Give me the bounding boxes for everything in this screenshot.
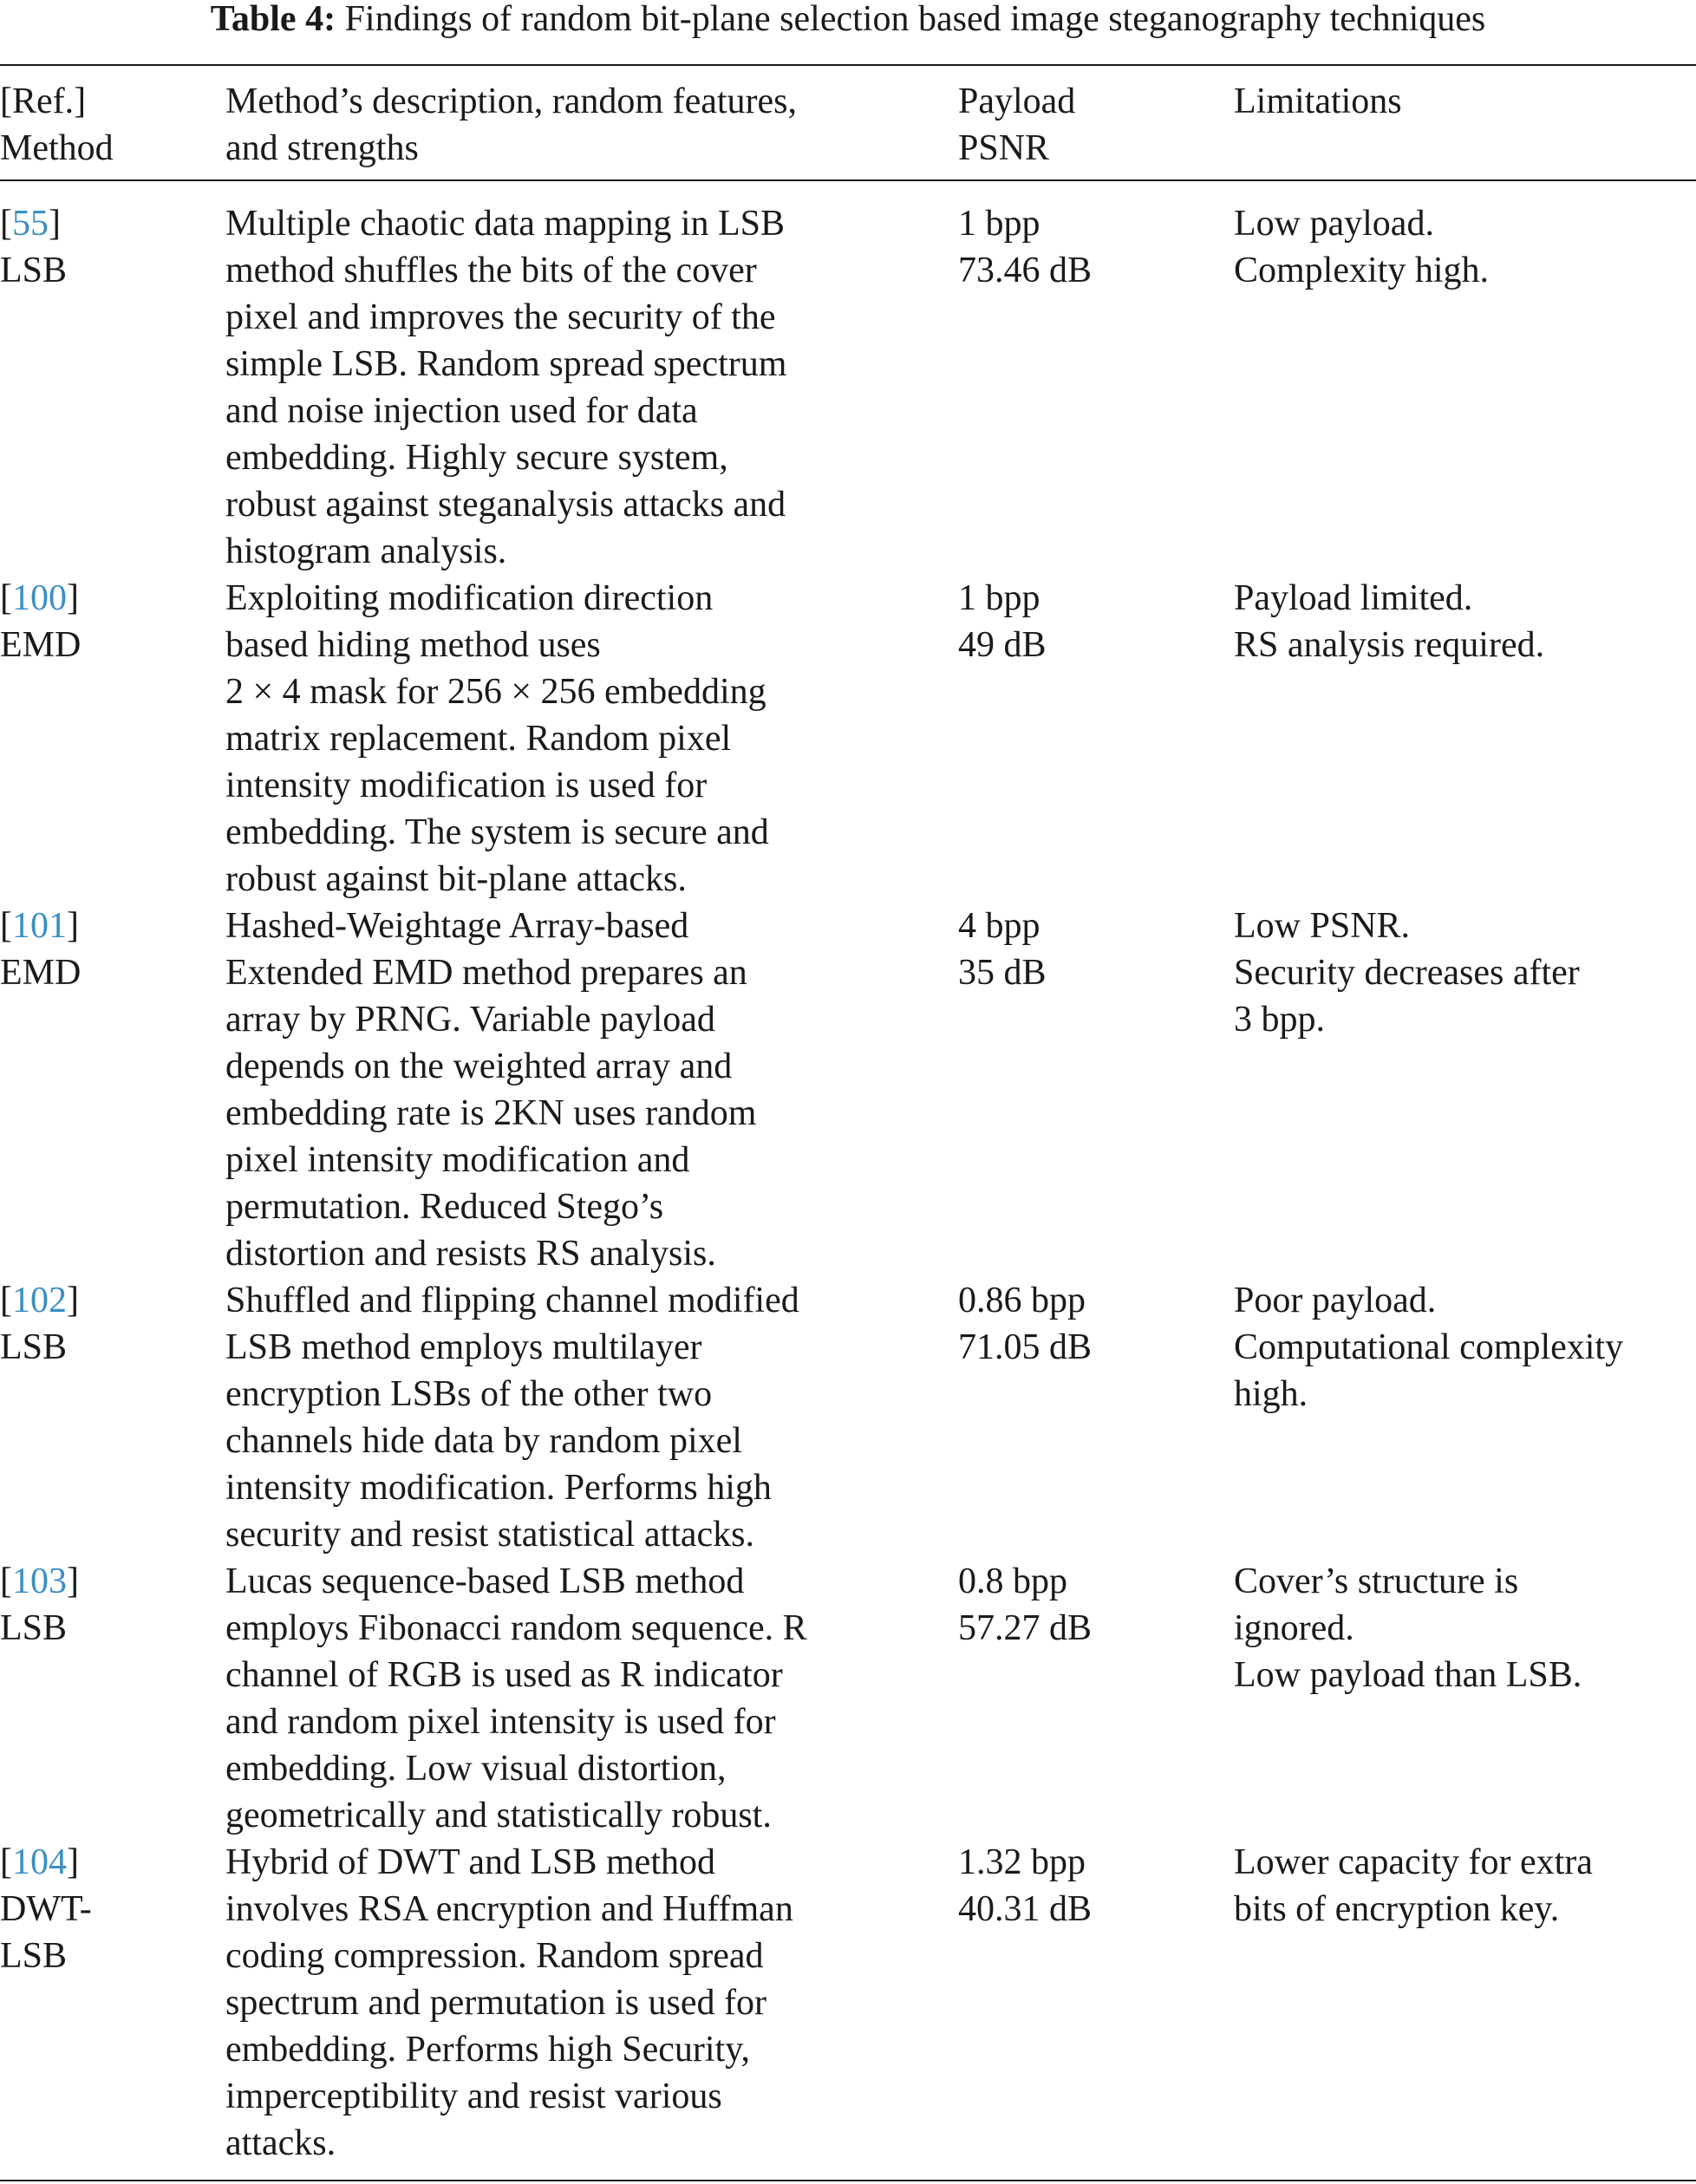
payload-psnr-cell [958, 1277, 1234, 1558]
header-limitations: Limitations [1234, 81, 1402, 121]
payload-value: 0.86 bpp [958, 1281, 1086, 1320]
header-spacer [0, 179, 1696, 200]
psnr-value: 71.05 dB [958, 1327, 1093, 1367]
psnr-value: 35 dB [958, 953, 1047, 993]
citation-link[interactable]: 55 [12, 204, 49, 244]
payload-value: 0.8 bpp [958, 1561, 1067, 1601]
citation-link[interactable]: 101 [12, 906, 67, 946]
table-caption-text: Findings of random bit-plane selection based image steganography techniques [344, 0, 1486, 39]
citation-link[interactable]: 100 [12, 578, 67, 618]
ref-method-cell: [55] LSB [0, 200, 225, 575]
description-cell: Shuffled and flipping channel modified LSB method employs multilayer encryption LSBs of the other two channels hide data by random pixel intensity modification. Performs high security and resist statistical attacks. [225, 1281, 799, 1555]
description-cell: Multiple chaotic data mapping in LSB method shuffles the bits of the cover pixel and improves the security of the simple LSB. Random spread spectrum and noise injection used for data embedding. Highly secure system, robust against steganalysis attacks and histogram analysis. [225, 204, 787, 571]
table-header-row [0, 78, 1696, 179]
ref-method-cell: [101] EMD [0, 903, 225, 1277]
psnr-value: 57.27 dB [958, 1608, 1093, 1648]
limitations-cell: Payload limited. RS analysis required. [1234, 578, 1545, 665]
ref-method-cell: [104] DWT- LSB [0, 1839, 225, 2167]
method-name: LSB [0, 1608, 68, 1648]
citation-link[interactable]: 102 [12, 1281, 67, 1320]
payload-psnr-cell [958, 1558, 1234, 1839]
method-name: EMD [0, 625, 82, 665]
table-row [0, 1558, 1696, 1839]
ref-method-cell: [100] EMD [0, 575, 225, 903]
table-row [0, 1839, 1696, 2167]
method-name-cont: LSB [0, 1936, 68, 1976]
payload-psnr-cell [958, 1839, 1234, 2167]
limitations-cell: Cover’s structure is ignored. Low payload than LSB. [1234, 1561, 1582, 1695]
table-row [0, 1277, 1696, 1558]
method-name: EMD [0, 953, 82, 993]
ref-method-cell: [102] LSB [0, 1277, 225, 1558]
header-description: Method’s description, random features, and strengths [225, 81, 797, 168]
payload-psnr-cell [958, 200, 1234, 575]
limitations-cell: Poor payload. Computational complexity high. [1234, 1281, 1624, 1414]
description-cell: Hashed-Weightage Array-based Extended EMD method prepares an array by PRNG. Variable payload depends on the weighted array and embedding rate is 2KN uses random pixel intensity modification and permutation. Reduced Stego’s distortion and resists RS analysis. [225, 906, 757, 1274]
description-cell: Hybrid of DWT and LSB method involves RSA encryption and Huffman coding compression. Random spread spectrum and permutation is used for embedding. Performs high Security, imperceptibility and resist various attacks. [225, 1842, 793, 2163]
table-row [0, 903, 1696, 1277]
header-payload-psnr: Payload PSNR [958, 81, 1076, 168]
method-name: DWT- [0, 1889, 92, 1929]
payload-value: 1 bpp [958, 204, 1040, 244]
method-name: LSB [0, 1327, 68, 1367]
table-top-rule [0, 64, 1696, 66]
psnr-value: 40.31 dB [958, 1889, 1093, 1929]
payload-psnr-cell [958, 903, 1234, 1277]
table-caption-label: Table 4: [210, 0, 336, 39]
method-name: LSB [0, 251, 68, 290]
findings-table [0, 78, 1696, 2167]
header-ref-method: [Ref.] Method [0, 81, 114, 168]
table-row [0, 200, 1696, 575]
description-cell: Lucas sequence-based LSB method employs Fibonacci random sequence. R channel of RGB is used as R indicator and random pixel intensity is used for embedding. Low visual distortion, geometrically and statistically robust. [225, 1561, 807, 1835]
description-cell: Exploiting modification direction based hiding method uses 2 × 4 mask for 256 × 256 embedding matrix replacement. Random pixel intensity modification is used for embedding. The system is secure and robust against bit-plane attacks. [225, 578, 769, 899]
citation-link[interactable]: 104 [12, 1842, 67, 1882]
citation-link[interactable]: 103 [12, 1561, 67, 1601]
table-row [0, 575, 1696, 903]
psnr-value: 49 dB [958, 625, 1047, 665]
limitations-cell: Lower capacity for extra bits of encryption key. [1234, 1842, 1593, 1929]
payload-value: 1 bpp [958, 578, 1040, 618]
table-caption [0, 0, 1696, 38]
payload-value: 4 bpp [958, 906, 1040, 946]
psnr-value: 73.46 dB [958, 251, 1093, 290]
payload-psnr-cell [958, 575, 1234, 903]
ref-method-cell: [103] LSB [0, 1558, 225, 1839]
payload-value: 1.32 bpp [958, 1842, 1086, 1882]
table-bottom-rule [0, 2180, 1696, 2181]
limitations-cell: Low payload. Complexity high. [1234, 204, 1489, 290]
limitations-cell: Low PSNR. Security decreases after 3 bpp. [1234, 906, 1580, 1040]
